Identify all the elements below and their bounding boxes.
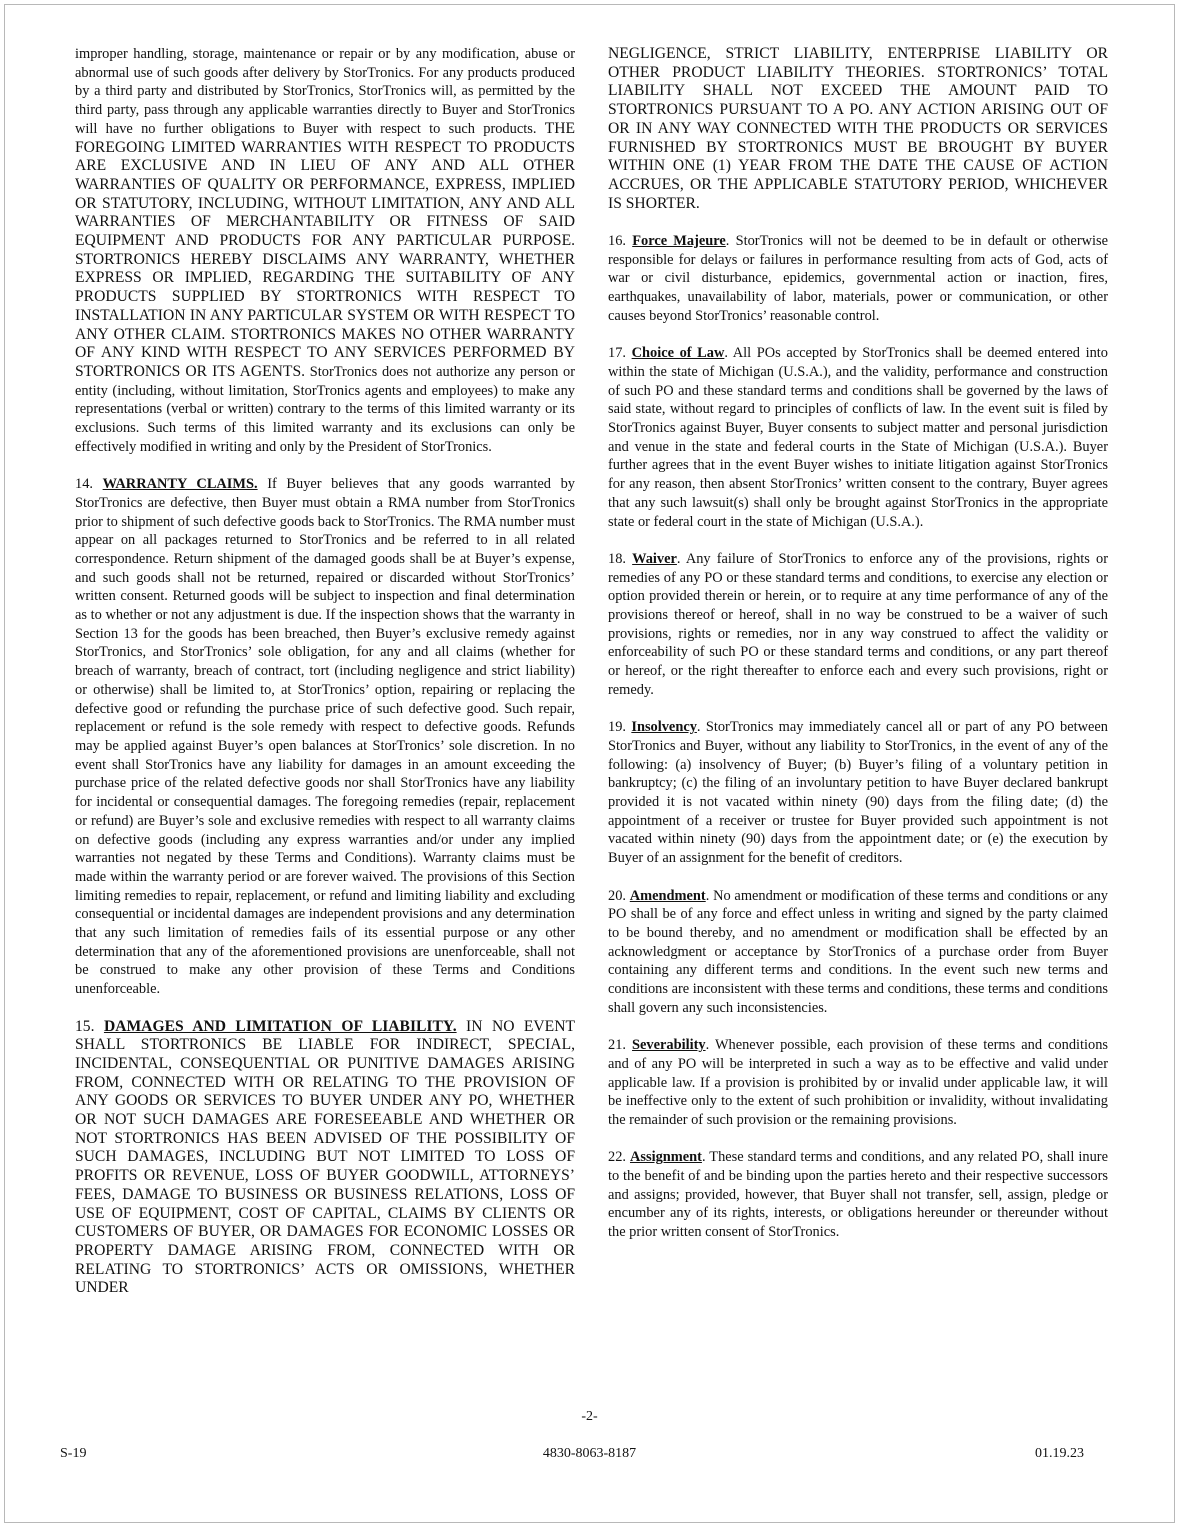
section-17 [608,344,1108,531]
section-14-heading: WARRANTY CLAIMS. [102,476,258,493]
section-18-body: . Any failure of StorTronics to enforce any of the provisions, rights or remedies of any PO or these standard terms and conditions, to exercise any election or option provided therein or herein, or to require at any time performance of any of the provisions thereof or hereof, shall in no way be construed to be a waiver of such provisions, rights or remedies, nor in any way construed to affect the validity or enforceability of such PO or these standard terms and conditions, or any part thereof or hereof, or the right thereafter to enforce each and every such provisions, right or remedy. [608,550,1108,698]
section-17-heading: Choice of Law [631,345,725,362]
section-20 [608,887,1108,1018]
section-18-heading: Waiver [632,550,677,567]
section-22-number: 22. [608,1149,626,1166]
page-number: -2- [581,1409,598,1424]
section-15-number: 15. [75,1017,95,1035]
section-22 [608,1148,1108,1242]
section-21-number: 21. [608,1037,626,1054]
section-13-disclaimer-caps: THE FOREGOING LIMITED WARRANTIES WITH RESPECT TO PRODUCTS ARE EXCLUSIVE AND IN LIEU OF ANY AND ALL OTHER WARRANTIES OF QUALITY OR PERFORMANCE, EXPRESS, IMPLIED OR STATUTORY, INCLUDING, WITHOUT LIMITATION, ANY AND ALL WARRANTIES OF MERCHANTABILITY OR FITNESS OF SAID EQUIPMENT AND PRODUCTS FOR ANY PARTICULAR PURPOSE. STORTRONICS HEREBY DISCLAIMS ANY WARRANTY, WHETHER EXPRESS OR IMPLIED, REGARDING THE SUITABILITY OF ANY PRODUCTS SUPPLIED BY STORTRONICS WITH RESPECT TO INSTALLATION IN ANY PARTICULAR SYSTEM OR WITH RESPECT TO ANY OTHER CLAIM. STORTRONICS MAKES NO OTHER WARRANTY OF ANY KIND WITH RESPECT TO ANY SERVICES PERFORMED BY STORTRONICS OR ITS AGENTS. [75,119,575,380]
section-17-number: 17. [608,345,626,362]
section-21 [608,1036,1108,1130]
section-21-heading: Severability [632,1037,706,1054]
section-18-number: 18. [608,550,626,567]
section-19-body: . StorTronics may immediately cancel all or part of any PO between StorTronics and Buyer, without any liability to StorTronics, in the event of any of the following: (a) insolvency of Buyer; (b) Buyer’s filing of a voluntary petition in bankruptcy; (c) the filing of an involuntary petition to have Buyer declared bankrupt provided it is not vacated within ninety (90) days from the filing date; (d) the appointment of a receiver or trustee for Buyer provided such appointment is not vacated within ninety (90) days from the appointment date; or (e) the execution by Buyer of an assignment for the benefit of creditors. [608,719,1108,867]
section-14 [75,475,575,999]
section-15-heading: DAMAGES AND LIMITATION OF LIABILITY. [103,1017,457,1035]
section-15-body: IN NO EVENT SHALL STORTRONICS BE LIABLE FOR INDIRECT, SPECIAL, INCIDENTAL, CONSEQUENTIAL OR PUNITIVE DAMAGES ARISING FROM, CONNECTED WITH OR RELATING TO THE PROVISION OF ANY GOODS OR SERVICES TO BUYER UNDER ANY PO, WHETHER OR NOT SUCH DAMAGES ARE FORESEEABLE AND WHETHER OR NOT STORTRONICS HAS BEEN ADVISED OF THE POSSIBILITY OF SUCH DAMAGES, INCLUDING BUT NOT LIMITED TO LOSS OF PROFITS OR REVENUE, LOSS OF BUYER GOODWILL, ATTORNEYS’ FEES, DAMAGE TO BUSINESS OR BUSINESS RELATIONS, LOSS OF USE OF EQUIPMENT, COST OF CAPITAL, CLAIMS BY CLIENTS OR CUSTOMERS OF BUYER, OR DAMAGES FOR ECONOMIC LOSSES OR PROPERTY DAMAGE ARISING FROM, CONNECTED WITH OR RELATING TO STORTRONICS’ ACTS OR OMISSIONS, WHETHER UNDER [75,1017,575,1297]
section-15-continuation: NEGLIGENCE, STRICT LIABILITY, ENTERPRISE LIABILITY OR OTHER PRODUCT LIABILITY THEORIES. STORTRONICS’ TOTAL LIABILITY SHALL NOT EXCEED THE AMOUNT PAID TO STORTRONICS PURSUANT TO A PO. ANY ACTION ARISING OUT OF OR IN ANY WAY CONNECTED WITH THE PRODUCTS OR SERVICES FURNISHED BY STORTRONICS MUST BE BROUGHT BY BUYER WITHIN ONE (1) YEAR FROM THE DATE THE CAUSE OF ACTION ACCRUES, OR THE APPLICABLE STATUTORY PERIOD, WHICHEVER IS SHORTER. [608,45,1108,212]
section-18 [608,550,1108,700]
section-13-text-a: improper handling, storage, maintenance or repair or by any modification, abuse or abnormal use of such goods after delivery by StorTronics. For any products produced by a third party and distributed by StorTronics, StorTronics will, as permitted by the third party, pass through any applicable warranties directly to Buyer and StorTronics will have no further obligations to Buyer with respect to such products. [75,46,575,137]
section-20-body: . No amendment or modification of these terms and conditions or any PO shall be of any force and effect unless in writing and signed by the party claimed to be bound thereby, and no amendment or modification shall be effected by an acknowledgment or acceptance by StorTronics of a purchase order from Buyer containing any different terms and conditions. In the event such new terms and conditions are inconsistent with these terms and conditions, these terms and conditions shall govern any such inconsistencies. [608,887,1108,1016]
left-column [75,45,575,1317]
footer-date: 01.19.23 [1035,1446,1084,1461]
section-14-number: 14. [75,476,93,493]
section-17-body: . All POs accepted by StorTronics shall be deemed entered into within the state of Michigan (U.S.A.), and the validity, performance and construction of such PO and these standard terms and conditions shall be governed by the laws of said state, without regard to principles of conflicts of law. In the event suit is filed by StorTronics against Buyer, Buyer consents to subject matter and personal jurisdiction and venue in the state and federal courts in the State of Michigan (U.S.A.). Buyer further agrees that in the event Buyer wishes to initiate litigation against StorTronics for any reason, then absent StorTronics’ written consent to the contrary, Buyer agrees that any such lawsuit(s) shall only be brought against StorTronics in the appropriate state or federal court in the state of Michigan (U.S.A.). [608,345,1108,530]
section-16 [608,232,1108,326]
section-13-continuation [75,45,575,456]
section-19 [608,718,1108,868]
section-22-heading: Assignment [629,1149,702,1166]
section-21-body: . Whenever possible, each provision of these terms and conditions and of any PO will be interpreted in such a way as to be effective and valid under applicable law. If a provision is prohibited by or invalid under applicable law, it will be ineffective only to the extent of such prohibition or invalidity, without invalidating the remainder of such provision or the remaining provisions. [608,1037,1108,1128]
section-20-number: 20. [608,887,626,904]
document-page [4,4,1175,1523]
section-19-number: 19. [608,719,626,736]
section-16-number: 16. [608,233,626,250]
section-22-body: . These standard terms and conditions, and any related PO, shall inure to the benefit of and be binding upon the parties hereto and their respective successors and assigns; provided, however, that Buyer shall not transfer, sell, assign, pledge or encumber any of its rights, interests, or obligations hereunder or thereunder without the prior written consent of StorTronics. [608,1149,1108,1241]
section-19-heading: Insolvency [631,719,697,736]
right-column [608,45,1108,1261]
footer-doc-number: 4830-8063-8187 [542,1446,637,1461]
footer-form-code: S-19 [60,1446,87,1461]
section-13-text-b: StorTronics does not authorize any person or entity (including, without limitation, StorTronics agents and employees) to make any representations (verbal or written) contrary to the terms of this limited warranty or its exclusions. Such terms of this limited warranty and its exclusions can only be effectively modified in writing and only by the President of StorTronics. [75,363,576,455]
section-14-body: If Buyer believes that any goods warranted by StorTronics are defective, then Buyer must obtain a RMA number from StorTronics prior to shipment of such defective goods back to StorTronics. The RMA number must appear on all packages returned to StorTronics and be referred to in all related correspondence. Return shipment of the damaged goods shall be at Buyer’s expense, and such goods shall not be returned, repaired or discarded without StorTronics’ written consent. Returned goods will be subject to inspection and final determination as to whether or not any adjustment is due. If the inspection shows that the warranty in Section 13 for the goods has been breached, then Buyer’s exclusive remedy against StorTronics, and StorTronics’ sole obligation, for any and all claims (whether for breach of warranty, breach of contract, tort (including negligence and strict liability) or otherwise) shall be limited to, at StorTronics’ option, repairing or replacing the defective good or refunding the purchase price of such defective good. Such repair, replacement or refund is the sole remedy with respect to defective goods. Refunds may be applied against Buyer’s open balances at StorTronics’ sole discretion. In no event shall StorTronics have any liability for damages in an amount exceeding the purchase price of the related defective goods nor shall StorTronics have any liability for incidental or consequential damages. The foregoing remedies (repair, replacement or refund) are Buyer’s sole and exclusive remedies with respect to all warranty claims on defective goods (including any express warranties and/or under any implied warranties not negated by these Terms and Conditions). Warranty claims must be made within the warranty period or are forever waived. The provisions of this Section limiting remedies to repair, replacement, or refund and limiting liability and excluding consequential or incidental damages are independent provisions and any determination that any such limitation of remedies fails of its essential purpose or any other determination that any of the aforementioned provisions are unenforceable, shall not be construed to make any other provision of these Terms and Conditions unenforceable. [75,476,575,998]
section-16-body: . StorTronics will not be deemed to be in default or otherwise responsible for delays or failures in performance resulting from acts of God, acts of war or civil disturbance, epidemics, governmental action or inaction, fires, earthquakes, unavailability of labor, materials, power or communication, or other causes beyond StorTronics’ reasonable control. [608,233,1108,324]
section-15 [75,1018,575,1299]
section-16-heading: Force Majeure [632,233,726,250]
section-20-heading: Amendment [629,887,706,904]
